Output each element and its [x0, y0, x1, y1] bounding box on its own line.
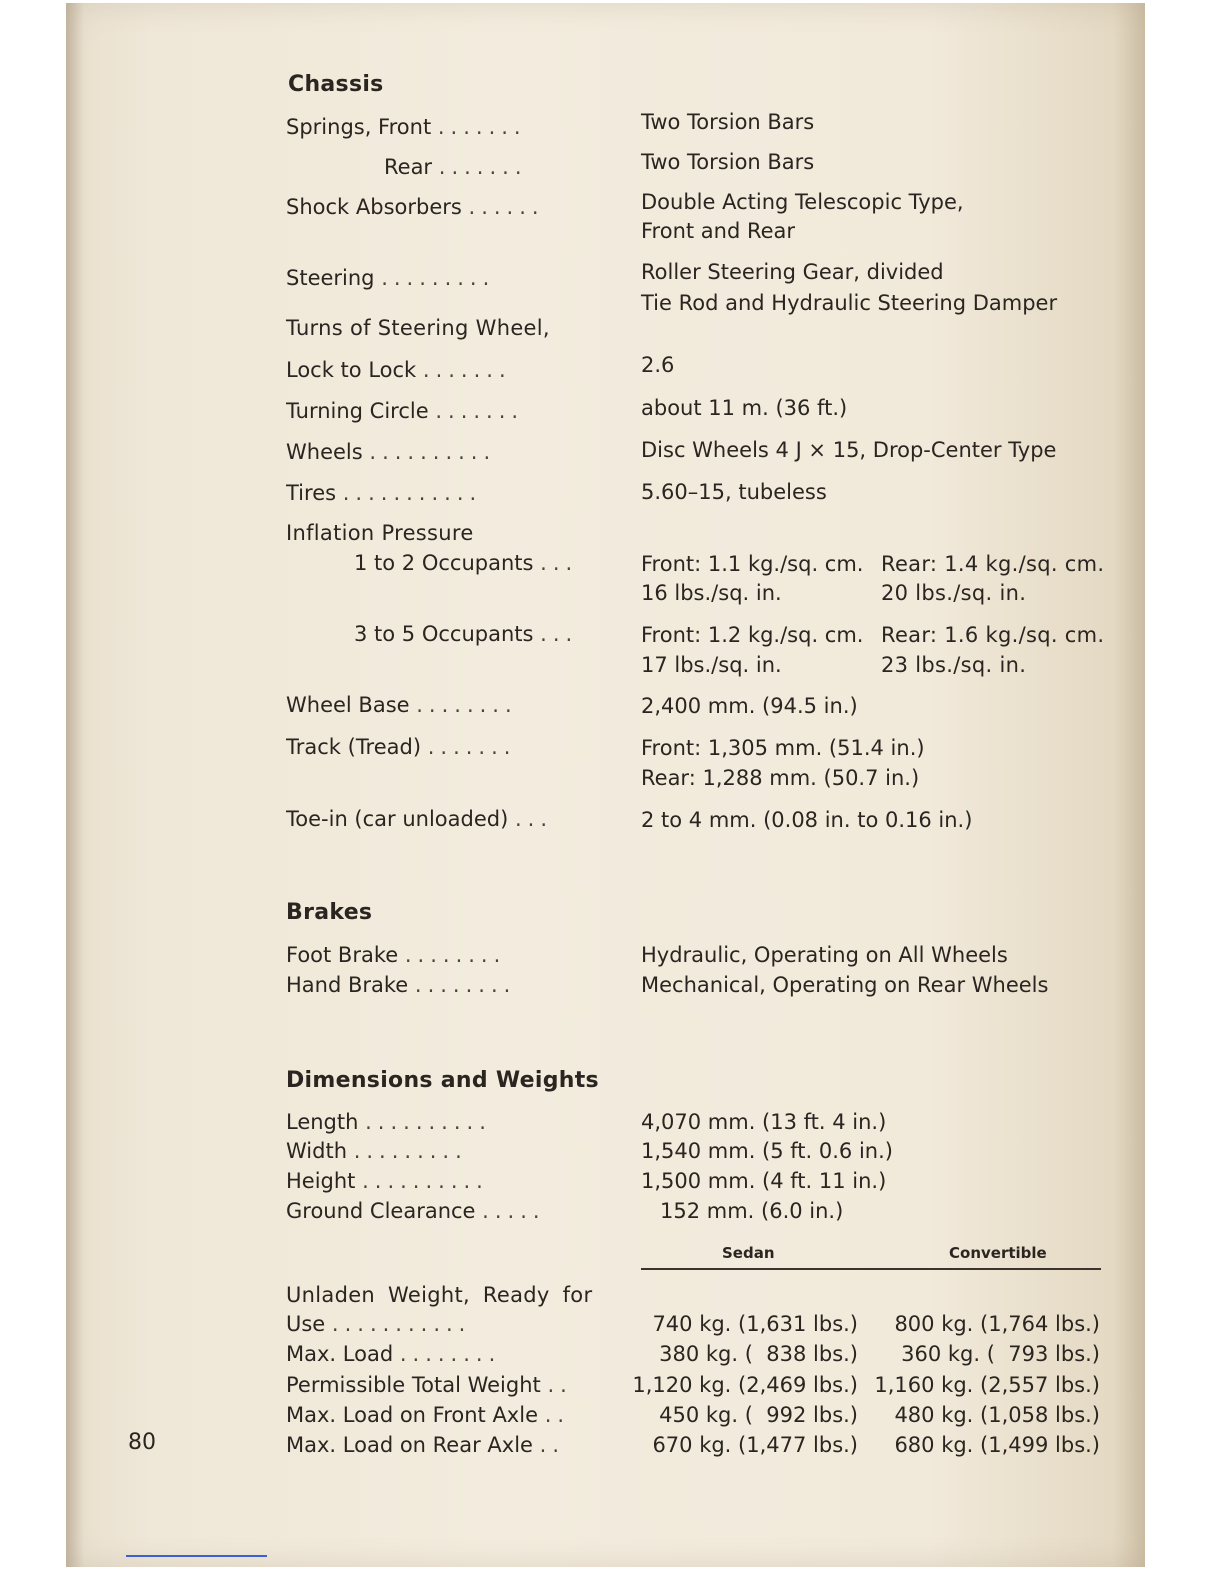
steering-value-1: Roller Steering Gear, divided: [641, 260, 944, 284]
turning-circle-value: about 11 m. (36 ft.): [641, 396, 848, 420]
length-value: 4,070 mm. (13 ft. 4 in.): [641, 1110, 887, 1134]
column-header-rule: [641, 1268, 1101, 1270]
rear-axle-load-convertible: 680 kg. (1,499 lbs.): [894, 1433, 1100, 1457]
occupants-1-2-front-2: 16 lbs./sq. in.: [641, 581, 782, 605]
width-label: Width .........: [286, 1139, 468, 1163]
unladen-label-1: Unladen Weight, Ready for: [286, 1283, 593, 1307]
shock-absorbers-value-2: Front and Rear: [641, 219, 796, 243]
permissible-total-weight-sedan: 1,120 kg. (2,469 lbs.): [632, 1373, 858, 1397]
toe-in-label: Toe-in (car unloaded) ...: [286, 807, 554, 831]
foot-brake-value: Hydraulic, Operating on All Wheels: [641, 943, 1008, 967]
rear-axle-load-label: Max. Load on Rear Axle ..: [286, 1433, 565, 1457]
occupants-3-5-front-2: 17 lbs./sq. in.: [641, 653, 782, 677]
front-axle-load-label: Max. Load on Front Axle ..: [286, 1403, 571, 1427]
hand-brake-value: Mechanical, Operating on Rear Wheels: [641, 973, 1049, 997]
shock-absorbers-label: Shock Absorbers ......: [286, 195, 545, 219]
dimensions-heading: Dimensions and Weights: [286, 1068, 599, 1093]
occupants-1-2-rear-1: Rear: 1.4 kg./sq. cm.: [881, 552, 1105, 576]
max-load-sedan: 380 kg. ( 838 lbs.): [659, 1342, 858, 1366]
ground-clearance-value: 152 mm. (6.0 in.): [660, 1199, 844, 1223]
unladen-sedan: 740 kg. (1,631 lbs.): [652, 1312, 858, 1336]
selection-underline: [126, 1555, 267, 1557]
front-axle-load-convertible: 480 kg. (1,058 lbs.): [894, 1403, 1100, 1427]
ground-clearance-label: Ground Clearance .....: [286, 1199, 546, 1223]
max-load-convertible: 360 kg. ( 793 lbs.): [901, 1342, 1100, 1366]
wheels-label: Wheels ..........: [286, 440, 497, 464]
occupants-1-2-front-1: Front: 1.1 kg./sq. cm.: [641, 552, 864, 576]
rear-axle-load-sedan: 670 kg. (1,477 lbs.): [652, 1433, 858, 1457]
unladen-label-2: Use ...........: [286, 1312, 472, 1336]
column-header-convertible: Convertible: [949, 1244, 1047, 1262]
height-value: 1,500 mm. (4 ft. 11 in.): [641, 1169, 887, 1193]
wheel-base-label: Wheel Base ........: [286, 693, 518, 717]
page-number: 80: [128, 1430, 156, 1455]
occupants-3-5-front-1: Front: 1.2 kg./sq. cm.: [641, 623, 864, 647]
occupants-1-2-rear-2: 20 lbs./sq. in.: [881, 581, 1027, 605]
turns-label-2: Lock to Lock .......: [286, 358, 512, 382]
springs-rear-value: Two Torsion Bars: [641, 150, 815, 174]
tires-value: 5.60–15, tubeless: [641, 480, 827, 504]
occupants-3-5-rear-1: Rear: 1.6 kg./sq. cm.: [881, 623, 1105, 647]
turns-value: 2.6: [641, 353, 675, 377]
track-value-2: Rear: 1,288 mm. (50.7 in.): [641, 766, 920, 790]
wheels-value: Disc Wheels 4 J × 15, Drop-Center Type: [641, 438, 1057, 462]
foot-brake-label: Foot Brake ........: [286, 943, 507, 967]
inflation-label: Inflation Pressure: [286, 521, 474, 545]
turning-circle-label: Turning Circle .......: [286, 399, 525, 423]
occupants-3-5-label: 3 to 5 Occupants ...: [354, 622, 579, 646]
permissible-total-weight-convertible: 1,160 kg. (2,557 lbs.): [874, 1373, 1100, 1397]
toe-in-value: 2 to 4 mm. (0.08 in. to 0.16 in.): [641, 808, 973, 832]
steering-label: Steering .........: [286, 266, 496, 290]
width-value: 1,540 mm. (5 ft. 0.6 in.): [641, 1139, 893, 1163]
springs-rear-label: Rear .......: [384, 155, 528, 179]
wheel-base-value: 2,400 mm. (94.5 in.): [641, 694, 858, 718]
occupants-3-5-rear-2: 23 lbs./sq. in.: [881, 653, 1027, 677]
unladen-convertible: 800 kg. (1,764 lbs.): [894, 1312, 1100, 1336]
springs-front-label: Springs, Front .......: [286, 115, 527, 139]
occupants-1-2-label: 1 to 2 Occupants ...: [354, 551, 579, 575]
steering-value-2: Tie Rod and Hydraulic Steering Damper: [641, 291, 1058, 315]
length-label: Length ..........: [286, 1110, 492, 1134]
brakes-heading: Brakes: [286, 900, 373, 925]
track-label: Track (Tread) .......: [286, 735, 517, 759]
chassis-heading: Chassis: [288, 72, 384, 97]
max-load-label: Max. Load ........: [286, 1342, 502, 1366]
turns-label-1: Turns of Steering Wheel,: [286, 316, 550, 340]
height-label: Height ..........: [286, 1169, 489, 1193]
springs-front-value: Two Torsion Bars: [641, 110, 815, 134]
front-axle-load-sedan: 450 kg. ( 992 lbs.): [659, 1403, 858, 1427]
column-header-sedan: Sedan: [722, 1244, 775, 1262]
track-value-1: Front: 1,305 mm. (51.4 in.): [641, 736, 925, 760]
hand-brake-label: Hand Brake ........: [286, 973, 517, 997]
shock-absorbers-value-1: Double Acting Telescopic Type,: [641, 190, 964, 214]
permissible-total-weight-label: Permissible Total Weight ..: [286, 1373, 573, 1397]
tires-label: Tires ...........: [286, 481, 483, 505]
